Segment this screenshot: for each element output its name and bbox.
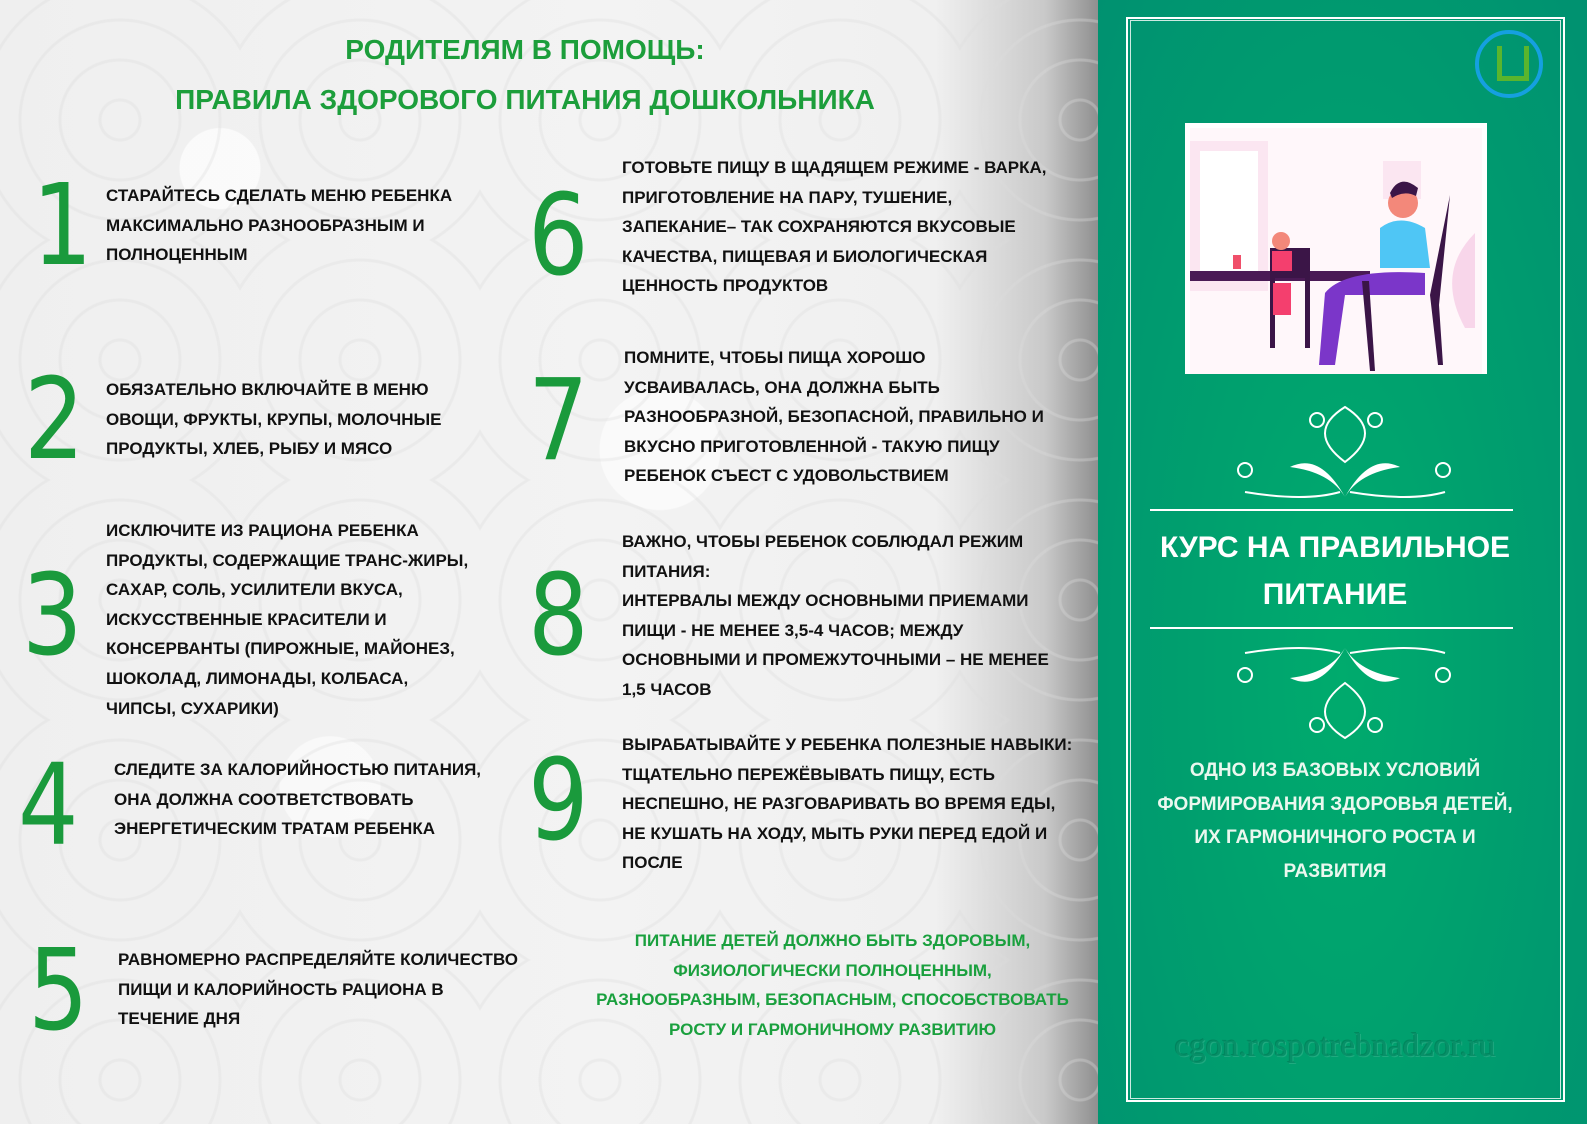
rule-number: 7 [528,356,589,486]
divider [1150,627,1513,629]
rule-text: ОБЯЗАТЕЛЬНО ВКЛЮЧАЙТЕ В МЕНЮ ОВОЩИ, ФРУКТЫ, КРУПЫ, МОЛОЧНЫЕ ПРОДУКТЫ, ХЛЕБ, РЫБУ И МЯСО [106,380,442,459]
rule-number: 5 [28,926,89,1056]
rule-number: 1 [32,161,93,291]
logo-icon [1475,30,1543,98]
ornament-top [1225,402,1465,502]
family-meal-illustration [1185,123,1487,374]
rule-text: ГОТОВЬТЕ ПИЩУ В ЩАДЯЩЕМ РЕЖИМЕ - ВАРКА, ПРИГОТОВЛЕНИЕ НА ПАРУ, ТУШЕНИЕ, ЗАПЕКАНИЕ– ТАК СОХРАНЯЮТСЯ ВКУСОВЫЕ КАЧЕСТВА, ПИЩЕВАЯ И БИОЛОГИЧЕСКАЯ ЦЕННОСТЬ ПРОДУКТОВ [622,158,1047,296]
title-line-1: РОДИТЕЛЯМ В ПОМОЩЬ: [345,34,705,65]
rule-number: 3 [22,551,83,681]
title-line-2: ПРАВИЛА ЗДОРОВОГО ПИТАНИЯ ДОШКОЛЬНИКА [175,84,875,115]
rule-text: РАВНОМЕРНО РАСПРЕДЕЛЯЙТЕ КОЛИЧЕСТВО ПИЩИ И КАЛОРИЙНОСТЬ РАЦИОНА В ТЕЧЕНИЕ ДНЯ [118,950,519,1029]
website-watermark: cgon.rospotrebnadzor.ru [1174,1028,1496,1064]
panel-subtext: ОДНО ИЗ БАЗОВЫХ УСЛОВИЙ ФОРМИРОВАНИЯ ЗДОРОВЬЯ ДЕТЕЙ, ИХ ГАРМОНИЧНОГО РОСТА И РАЗВИТИЯ [1157,760,1513,883]
rule-number: 2 [24,355,85,485]
rule-text: ИСКЛЮЧИТЕ ИЗ РАЦИОНА РЕБЕНКА ПРОДУКТЫ, СОДЕРЖАЩИЕ ТРАНС-ЖИРЫ, САХАР, СОЛЬ, УСИЛИТЕЛИ ВКУСА, ИСКУССТВЕННЫЕ КРАСИТЕЛИ И КОНСЕРВАНТЫ (ПИРОЖНЫЕ, МАЙОНЕЗ, ШОКОЛАД, ЛИМОНАДЫ, КОЛБАСА, ЧИПСЫ, СУХАРИКИ) [106,521,469,718]
rule-text: СЛЕДИТЕ ЗА КАЛОРИЙНОСТЬЮ ПИТАНИЯ, ОНА ДОЛЖНА СООТВЕТСТВОВАТЬ ЭНЕРГЕТИЧЕСКИМ ТРАТАМ РЕБЕНКА [114,760,482,839]
rule-number: 6 [528,171,589,301]
rule-text: ВАЖНО, ЧТОБЫ РЕБЕНОК СОБЛЮДАЛ РЕЖИМ ПИТАНИЯ: ИНТЕРВАЛЫ МЕЖДУ ОСНОВНЫМИ ПРИЕМАМИ ПИЩИ - НЕ МЕНЕЕ 3,5-4 ЧАСОВ; МЕЖДУ ОСНОВНЫМИ И ПРОМЕЖУТОЧНЫМИ – НЕ МЕНЕЕ 1,5 ЧАСОВ [622,532,1049,699]
rule-text: ПОМНИТЕ, ЧТОБЫ ПИЩА ХОРОШО УСВАИВАЛАСЬ, ОНА ДОЛЖНА БЫТЬ РАЗНООБРАЗНОЙ, БЕЗОПАСНОЙ, ПРАВИЛЬНО И ВКУСНО ПРИГОТОВЛЕННОЙ - ТАКУЮ ПИЩУ РЕБЕНОК СЪЕСТ С УДОВОЛЬСТВИЕМ [624,348,1044,486]
rule-number: 9 [528,736,589,866]
rule-text: СТАРАЙТЕСЬ СДЕЛАТЬ МЕНЮ РЕБЕНКА МАКСИМАЛЬНО РАЗНООБРАЗНЫМ И ПОЛНОЦЕННЫМ [106,186,453,265]
rule-text: ВЫРАБАТЫВАЙТЕ У РЕБЕНКА ПОЛЕЗНЫЕ НАВЫКИ: ТЩАТЕЛЬНО ПЕРЕЖЁВЫВАТЬ ПИЩУ, ЕСТЬ НЕСПЕШНО, НЕ РАЗГОВАРИВАТЬ ВО ВРЕМЯ ЕДЫ, НЕ КУШАТЬ НА ХОДУ, МЫТЬ РУКИ ПЕРЕД ЕДОЙ И ПОСЛЕ [622,735,1073,873]
rule-number: 8 [528,551,589,681]
summary-note: ПИТАНИЕ ДЕТЕЙ ДОЛЖНО БЫТЬ ЗДОРОВЫМ, ФИЗИОЛОГИЧЕСКИ ПОЛНОЦЕННЫМ, РАЗНООБРАЗНЫМ, БЕЗОПАСНЫМ, СПОСОБСТВОВАТЬ РОСТУ И ГАРМОНИЧНОМУ РАЗВИТИЮ [596,931,1069,1039]
divider [1150,509,1513,511]
panel-heading: КУРС НА ПРАВИЛЬНОЕ ПИТАНИЕ [1159,531,1511,611]
ornament-bottom [1225,643,1465,743]
rule-number: 4 [18,741,79,871]
